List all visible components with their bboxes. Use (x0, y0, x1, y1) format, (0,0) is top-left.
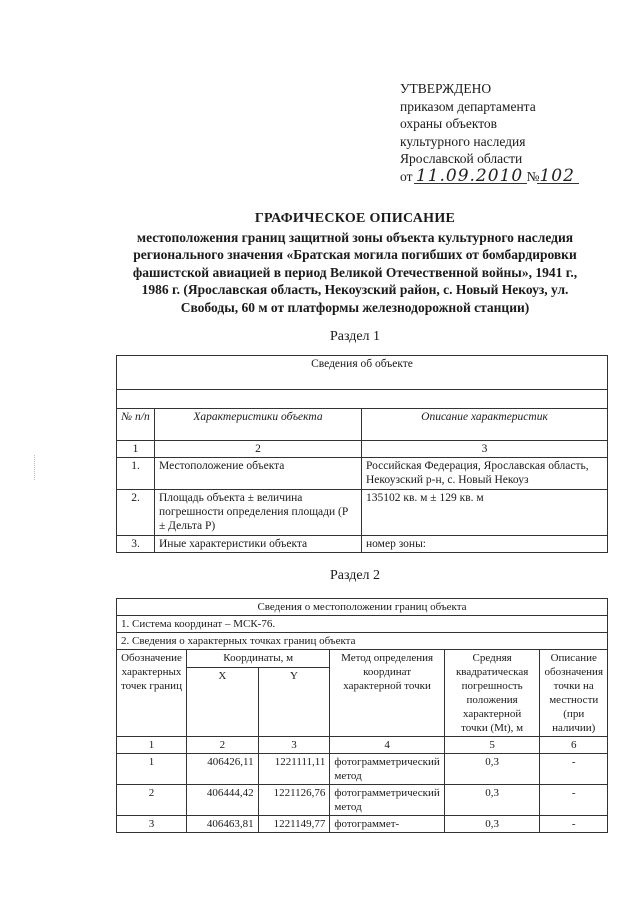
title-line: местоположения границ защитной зоны объекта культурного наследия (136, 229, 574, 245)
header-coords: Координаты, м (186, 650, 329, 668)
coord-system: 1. Система координат – МСК-76. (117, 616, 608, 633)
spacer-row (117, 390, 608, 409)
coord-x: 406444,42 (186, 785, 258, 816)
title-line: фашистской авиацией в период Великой Отечественной войны», 1941 г., (132, 264, 578, 280)
section2-heading: Раздел 2 (329, 568, 381, 583)
method: фотограмметрический метод (330, 754, 444, 785)
table-row (117, 754, 608, 785)
points-title-row (117, 633, 608, 650)
col-number: 3 (258, 737, 330, 754)
title-line: 1986 г. (Ярославская область, Некоузский район, с. Новый Некоуз, ул. (141, 282, 569, 297)
table-row (117, 458, 608, 490)
row-name: Иные характеристики объекта (155, 536, 362, 553)
table-title-row (117, 599, 608, 616)
number-prefix: № (526, 168, 540, 184)
row-name: Площадь объекта ± величина погрешности определения площади (Р ± Дельта Р) (155, 490, 362, 536)
col-number: 4 (330, 737, 444, 754)
row-num: 3. (117, 536, 155, 553)
title-line: Свободы, 60 м от платформы железнодорожной станции) (180, 299, 530, 315)
approval-line: Ярославской области (400, 151, 523, 166)
point-id: 2 (117, 785, 187, 816)
header-x: X (186, 668, 258, 737)
row-value: номер зоны: (362, 536, 608, 553)
date-prefix: от (400, 168, 413, 184)
row-value: Российская Федерация, Ярославская область, Некоузский р-н, с. Новый Некоуз (362, 458, 608, 490)
coord-x: 406426,11 (186, 754, 258, 785)
point-description: - (540, 785, 608, 816)
col-number: 3 (362, 441, 608, 458)
row-value: 135102 кв. м ± 129 кв. м (362, 490, 608, 536)
spacer-cell (117, 390, 608, 409)
coord-y: 1221111,11 (258, 754, 330, 785)
approval-line: культурного наследия (400, 133, 526, 149)
point-id: 1 (117, 754, 187, 785)
header-num: № п/п (117, 409, 155, 441)
header-description: Описание обозначения точки на местности (при наличии) (540, 650, 608, 737)
point-description: - (540, 816, 608, 833)
document-title (110, 210, 600, 316)
approval-line: УТВЕРЖДЕНО (400, 81, 492, 96)
approval-date-line (400, 165, 620, 186)
col-number-row (117, 737, 608, 754)
method: фотограммет- (330, 816, 444, 833)
point-id: 3 (117, 816, 187, 833)
coord-system-row (117, 616, 608, 633)
accuracy: 0,3 (444, 816, 540, 833)
header-point: Обозначение характерных точек границ (117, 650, 187, 737)
coord-y: 1221126,76 (258, 785, 330, 816)
point-description: - (540, 754, 608, 785)
method: фотограмметрический метод (330, 785, 444, 816)
accuracy: 0,3 (444, 754, 540, 785)
title-main: ГРАФИЧЕСКОЕ ОПИСАНИЕ (254, 211, 456, 226)
header-row (117, 650, 608, 668)
section1-heading: Раздел 1 (329, 329, 381, 344)
approval-line: охраны объектов (400, 116, 498, 131)
table-title-row (117, 356, 608, 390)
section1-table (116, 355, 608, 553)
header-method: Метод определения координат характерной точки (330, 650, 444, 737)
section1-table-title: Сведения об объекте (117, 356, 608, 390)
table-row (117, 536, 608, 553)
coord-x: 406463,81 (186, 816, 258, 833)
title-line: регионального значения «Братская могила погибших от бомбардировки (133, 247, 577, 262)
header-characteristics: Характеристики объекта (155, 409, 362, 441)
header-accuracy: Средняя квадратическая погрешность положения характерной точки (Mt), м (444, 650, 540, 737)
points-title: 2. Сведения о характерных точках границ объекта (117, 633, 608, 650)
header-y: Y (258, 668, 330, 737)
col-number-row (117, 441, 608, 458)
table-row (117, 816, 608, 833)
approval-block (400, 80, 620, 185)
handwritten-date: 11.09.2010 (415, 165, 524, 186)
header-description: Описание характеристик (362, 409, 608, 441)
table-row (117, 785, 608, 816)
col-number: 2 (155, 441, 362, 458)
section2-table-title: Сведения о местоположении границ объекта (117, 599, 608, 616)
col-number: 6 (540, 737, 608, 754)
approval-line: приказом департамента (400, 98, 536, 114)
col-number: 1 (117, 737, 187, 754)
col-number: 2 (186, 737, 258, 754)
row-name: Местоположение объекта (155, 458, 362, 490)
header-row (117, 409, 608, 441)
col-number: 1 (117, 441, 155, 458)
row-num: 1. (117, 458, 155, 490)
handwritten-number: 102 (539, 165, 575, 186)
table-row (117, 490, 608, 536)
coord-y: 1221149,77 (258, 816, 330, 833)
section2-table (116, 598, 608, 833)
accuracy: 0,3 (444, 785, 540, 816)
col-number: 5 (444, 737, 540, 754)
scan-mark (34, 455, 36, 480)
row-num: 2. (117, 490, 155, 536)
